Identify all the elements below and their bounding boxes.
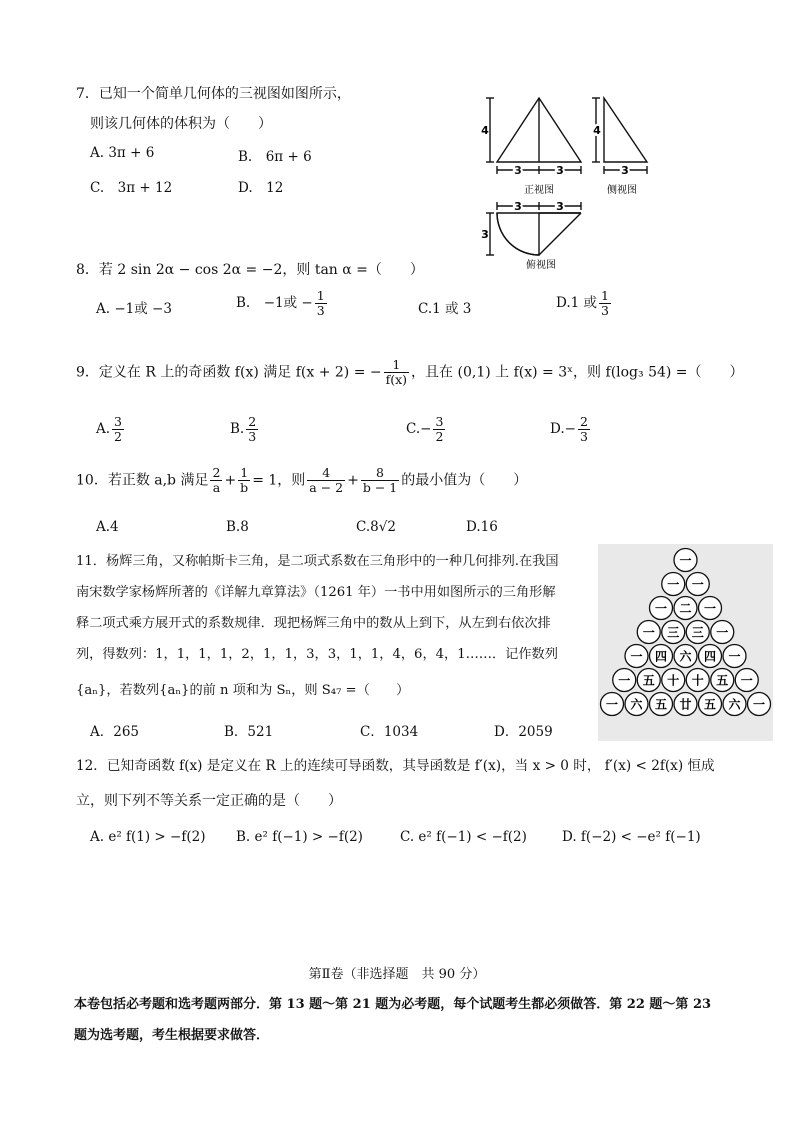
top-view-halfdisk <box>497 213 581 255</box>
triangle-cell-label: 四 <box>654 649 668 664</box>
q10-option-a: A.4 <box>96 519 119 535</box>
front-height-label: 4 <box>481 124 489 137</box>
q11-option-a: A．265 <box>90 724 140 740</box>
q12-option-c: C. e² f(−1) < −f(2) <box>400 829 527 845</box>
q12-option-a: A. e² f(1) > −f(2) <box>90 829 206 845</box>
triangle-cell-label: 一 <box>691 577 704 592</box>
front-view-caption: 正视图 <box>524 185 554 196</box>
triangle-cell-label: 十 <box>691 673 704 688</box>
q12-option-d: D. f(−2) < −e² f(−1) <box>562 829 701 845</box>
q8-stem: 8．若 2 sin 2α − cos 2α = −2，则 tan α =（ ） <box>76 262 424 278</box>
triangle-cell-label: 一 <box>740 673 753 688</box>
triangle-cell-label: 五 <box>716 673 729 688</box>
triangle-cell-label: 三 <box>691 625 704 640</box>
q11-line4: 列，得数列：1，1，1，1，2，1，1，3，3，1，1，4，6，4，1……．记作数列 <box>76 647 558 662</box>
triangle-cell-label: 一 <box>618 673 631 688</box>
q7-stem-line1: 7．已知一个简单几何体的三视图如图所示， <box>76 86 351 102</box>
triangle-cell-label: 一 <box>728 649 741 664</box>
top-height-label: 3 <box>481 228 489 241</box>
q8-option-a: A. −1或 −3 <box>96 301 172 317</box>
top-view-caption: 俯视图 <box>526 260 556 270</box>
q12-line2: 立，则下列不等关系一定正确的是（ ） <box>76 793 342 809</box>
triangle-cell-label: 一 <box>716 625 729 640</box>
q11-option-b: B．521 <box>224 724 274 740</box>
triangle-cell-label: 一 <box>667 577 680 592</box>
triangle-cell-label: 廿 <box>679 697 692 712</box>
q10-option-d: D.16 <box>466 519 498 535</box>
side-height-label: 4 <box>593 124 601 137</box>
triangle-cell-label: 六 <box>630 697 643 712</box>
triangle-cell-label: 五 <box>642 673 655 688</box>
triangle-cell-label: 五 <box>654 697 668 712</box>
section-2-note-line1: 本卷包括必考题和选考题两部分．第 13 题～第 21 题为必考题，每个试题考生都必须做答．第 22 题～第 23 <box>74 997 712 1012</box>
triangle-cell-label: 十 <box>667 673 680 688</box>
q11-option-d: D．2059 <box>494 724 553 740</box>
q8-option-b: B. −1或 − $\frac{1}{3}$ <box>236 288 325 318</box>
side-width-label: 3 <box>621 164 629 177</box>
triangle-cell-label: 三 <box>667 625 680 640</box>
q10-option-c: C.8√2 <box>356 519 396 535</box>
q9-option-d: D.− $\frac{2}{3}$ <box>550 414 588 444</box>
q12-line1: 12．已知奇函数 f(x) 是定义在 R 上的连续可导函数，其导函数是 f′(x)，当 x > 0 时， f′(x) < 2f(x) 恒成 <box>76 758 715 774</box>
q7-option-d: D. 12 <box>238 180 284 196</box>
q7-option-a: A. 3π + 6 <box>90 145 155 161</box>
q12-option-b: B. e² f(−1) > −f(2) <box>236 829 363 845</box>
q9-option-b: B. $\frac{2}{3}$ <box>230 414 257 444</box>
triangle-cell-label: 一 <box>605 697 619 712</box>
triangle-cell-label: 一 <box>679 553 692 568</box>
top-width-left-label: 3 <box>514 200 522 213</box>
q11-option-c: C．1034 <box>360 724 419 740</box>
q10-option-b: B.8 <box>226 519 249 535</box>
q7-stem-line2: 则该几何体的体积为（ ） <box>90 116 272 132</box>
yang-hui-triangle <box>598 544 773 741</box>
triangle-cell-label: 一 <box>752 697 766 712</box>
q9-stem: 9．定义在 R 上的奇函数 f(x) 满足 f(x + 2) = − $\frac{1}{f(x)}$ ，且在 (0,1) 上 f(x) = 3ˣ，则 f(log₃ 54) =（ ） <box>76 357 744 387</box>
front-width-right-label: 3 <box>556 164 564 177</box>
triangle-cell-label: 一 <box>703 601 717 616</box>
front-width-left-label: 3 <box>514 164 522 177</box>
triangle-cell-label: 六 <box>728 697 741 712</box>
triangle-cell-label: 一 <box>630 649 643 664</box>
q7-option-c: C. 3π + 12 <box>90 180 173 196</box>
triangle-cell-label: 一 <box>654 601 668 616</box>
triangle-cell-label: 五 <box>703 697 717 712</box>
section-2-note-line2: 题为选考题，考生根据要求做答． <box>74 1028 270 1043</box>
q8-option-c: C.1 或 3 <box>418 301 472 317</box>
triangle-cell-label: 四 <box>703 649 717 664</box>
q7-option-b: B. 6π + 6 <box>238 149 312 165</box>
q10-stem: 10．若正数 a,b 满足 $\frac{2}{a}$ + $\frac{1}{b}$ = 1，则 $\frac{4}{a - 2}$ + $\frac{8}{b - 1}$ 的最小值为（ ） <box>76 465 528 495</box>
q11-line5: {aₙ}，若数列{aₙ}的前 n 项和为 Sₙ，则 S₄₇ =（ ） <box>76 683 410 698</box>
side-view-caption: 侧视图 <box>607 185 637 196</box>
q8-option-d: D.1 或 $\frac{1}{3}$ <box>556 288 609 318</box>
triangle-cell-label: 一 <box>642 625 655 640</box>
q9-option-c: C.− $\frac{3}{2}$ <box>406 414 444 444</box>
triangle-cell-label: 六 <box>679 649 692 664</box>
triangle-cell-label: 二 <box>679 601 692 616</box>
side-view-triangle <box>604 98 647 162</box>
q11-line1: 11．杨辉三角，又称帕斯卡三角，是二项式系数在三角形中的一种几何排列.在我国 <box>76 554 559 569</box>
q9-option-a: A. $\frac{3}{2}$ <box>96 414 122 444</box>
three-view-figure <box>476 90 676 270</box>
q11-line2: 南宋数学家杨辉所著的《详解九章算法》（1261 年）一书中用如图所示的三角形解 <box>76 585 556 600</box>
top-width-right-label: 3 <box>556 200 564 213</box>
q11-line3: 释二项式乘方展开式的系数规律．现把杨辉三角中的数从上到下，从左到右依次排 <box>76 616 551 631</box>
section-2-title: 第Ⅱ卷（非选择题 共 90 分） <box>308 967 486 982</box>
